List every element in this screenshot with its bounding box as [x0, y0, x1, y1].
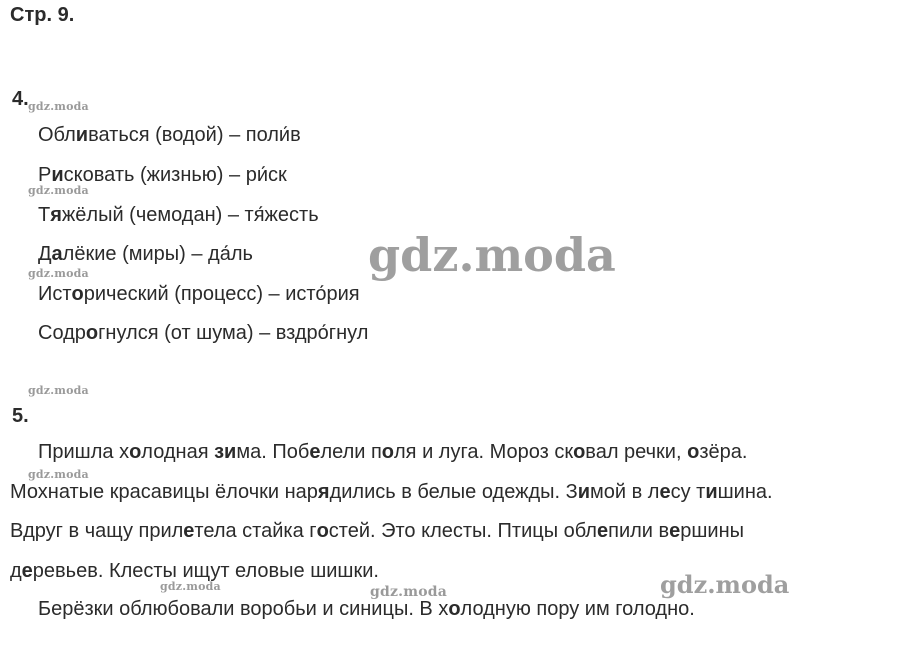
- line-text: шина.: [717, 481, 773, 503]
- bold-letter: о: [316, 520, 329, 542]
- line-text: Р: [38, 164, 52, 186]
- bold-letter: зи: [214, 441, 237, 463]
- page-label: Стр. 9.: [10, 4, 75, 26]
- line-text: мой в л: [590, 481, 660, 503]
- line-text: тела стайка г: [194, 520, 317, 542]
- line-text: ма. Поб: [236, 441, 310, 463]
- line-text: вал речки,: [585, 441, 688, 463]
- line-text: дились в белые одежды. З: [329, 481, 578, 503]
- exercise-5-number: 5.: [12, 405, 29, 427]
- bold-letter: о: [573, 441, 586, 463]
- watermark-large: gdz.moda: [368, 228, 616, 282]
- exercise-5-line: [38, 598, 911, 621]
- line-text: лодную пору им голодно.: [460, 598, 695, 620]
- line-text: ля и луга. Мороз ск: [394, 441, 574, 463]
- line-text: Д: [38, 243, 52, 265]
- exercise-5-line: [38, 441, 911, 464]
- line-text: зёра.: [699, 441, 748, 463]
- exercise-4-line: [38, 124, 301, 147]
- line-text: лёкие (миры) – да́ль: [62, 243, 253, 265]
- bold-letter: е: [596, 520, 609, 542]
- line-text: Берёзки облюбовали воробьи и синицы. В х: [38, 598, 449, 620]
- watermark: gdz.moda: [370, 584, 448, 600]
- watermark: gdz.moda: [28, 384, 89, 397]
- line-text: су т: [670, 481, 706, 503]
- line-text: ваться (водой) – поли́в: [88, 124, 301, 146]
- exercise-5-line: [10, 481, 905, 504]
- bold-letter: е: [309, 441, 321, 463]
- bold-letter: о: [448, 598, 461, 620]
- exercise-4-line: [38, 322, 368, 345]
- bold-letter: я: [50, 204, 62, 226]
- watermark: gdz.moda: [28, 267, 89, 280]
- watermark: gdz.moda: [28, 184, 89, 197]
- bold-letter: о: [85, 322, 99, 344]
- watermark: gdz.moda: [28, 468, 89, 481]
- line-text: ршины: [680, 520, 745, 542]
- exercise-5-line: [10, 520, 905, 543]
- line-text: гнулся (от шума) – вздро́гнул: [98, 322, 369, 344]
- exercise-4-line: [38, 243, 253, 266]
- line-text: д: [10, 560, 22, 582]
- watermark: gdz.moda: [160, 580, 221, 593]
- line-text: Обл: [38, 124, 76, 146]
- line-text: Мохнатые красавицы ёлочки нар: [10, 481, 318, 503]
- bold-letter: е: [21, 560, 33, 582]
- bold-letter: е: [183, 520, 195, 542]
- bold-letter: я: [317, 481, 330, 503]
- bold-letter: и: [51, 164, 64, 186]
- bold-letter: о: [71, 283, 84, 305]
- bold-letter: е: [659, 481, 671, 503]
- watermark: gdz.moda: [28, 100, 89, 113]
- line-text: Пришла х: [38, 441, 130, 463]
- bold-letter: о: [381, 441, 395, 463]
- bold-letter: о: [687, 441, 700, 463]
- line-text: Т: [38, 204, 51, 226]
- bold-letter: и: [577, 481, 591, 503]
- line-text: лели п: [320, 441, 382, 463]
- line-text: лодная: [141, 441, 215, 463]
- bold-letter: о: [129, 441, 142, 463]
- line-text: сковать (жизнью) – ри́ск: [63, 164, 287, 186]
- bold-letter: е: [669, 520, 681, 542]
- exercise-4-line: [38, 283, 360, 306]
- bold-letter: и: [75, 124, 89, 146]
- line-text: рический (процесс) – исто́рия: [83, 283, 360, 305]
- bold-letter: а: [51, 243, 63, 265]
- watermark-medium: gdz.moda: [660, 570, 790, 599]
- line-text: Содр: [38, 322, 86, 344]
- exercise-4-number: 4.: [12, 88, 29, 110]
- line-text: стей. Это клесты. Птицы обл: [328, 520, 597, 542]
- line-text: пили в: [608, 520, 670, 542]
- bold-letter: и: [705, 481, 718, 503]
- line-text: Вдруг в чащу прил: [10, 520, 184, 542]
- line-text: ревьев. Клесты ищут еловые шишки.: [32, 560, 379, 582]
- line-text: жёлый (чемодан) – тя́жесть: [61, 204, 319, 226]
- line-text: Ист: [38, 283, 72, 305]
- exercise-4-line: [38, 204, 319, 227]
